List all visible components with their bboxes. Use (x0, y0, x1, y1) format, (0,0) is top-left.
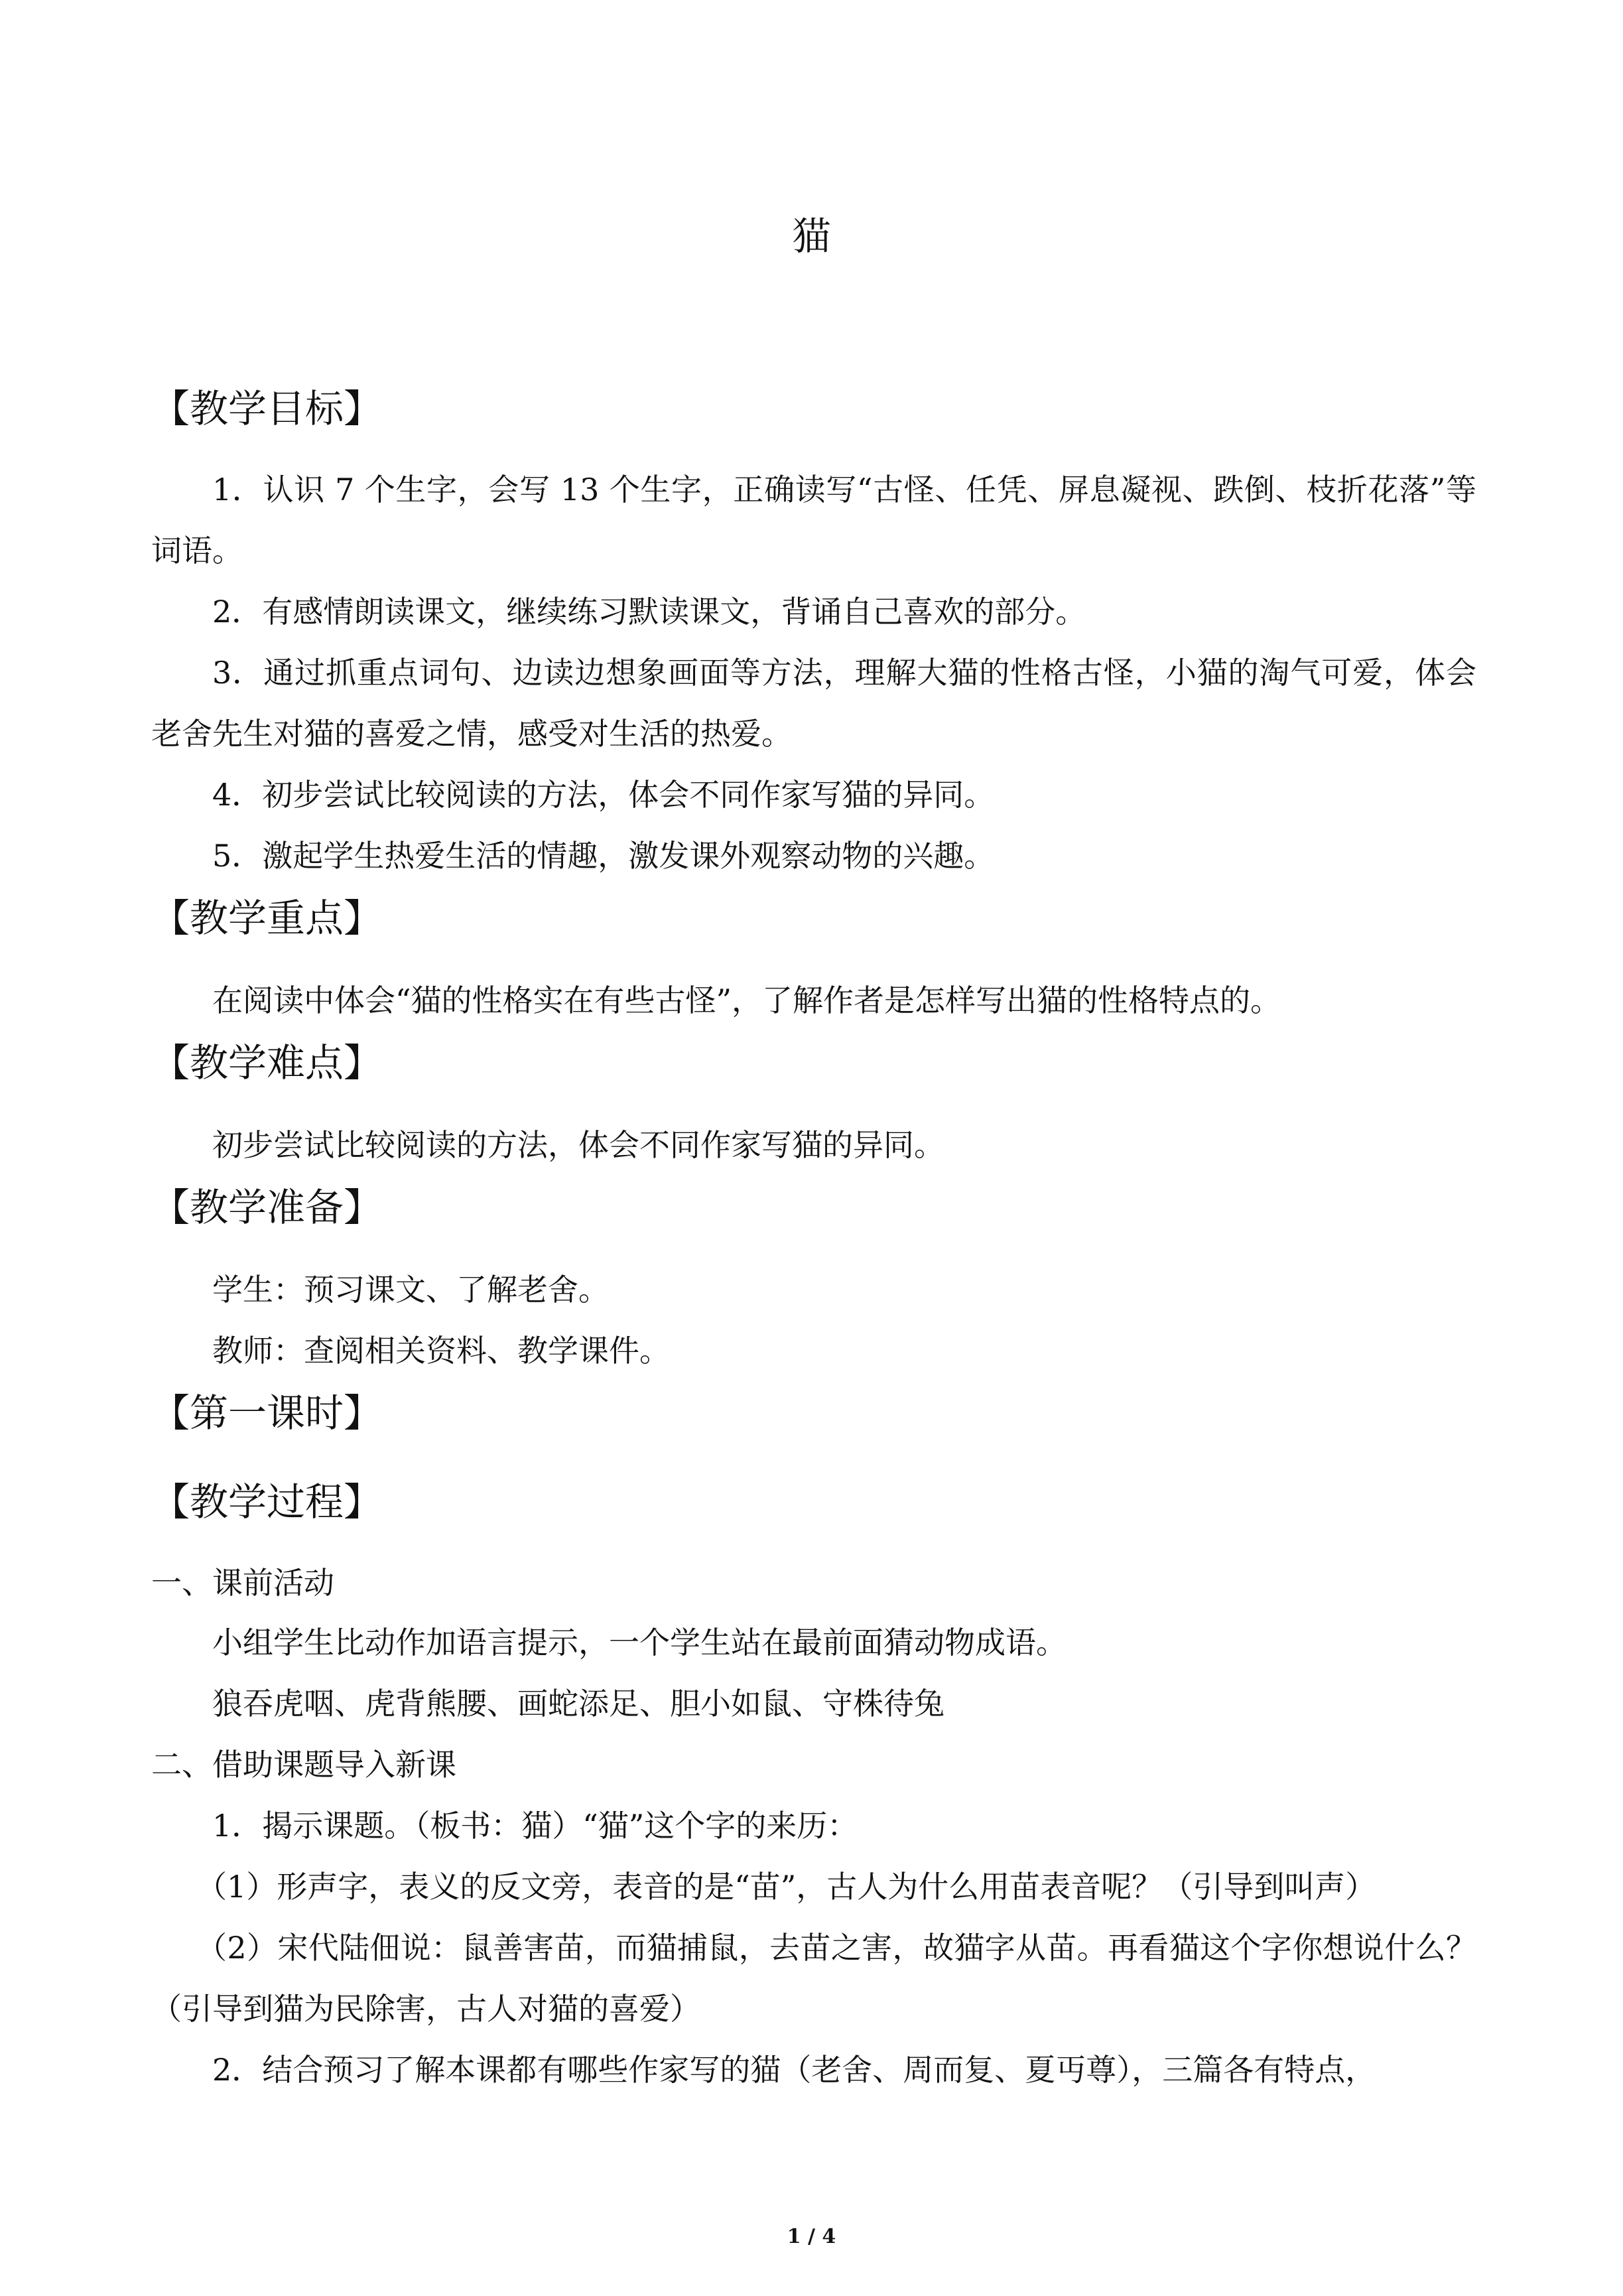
process-part1-line1: 小组学生比动作加语言提示，一个学生站在最前面猜动物成语。 (212, 1625, 1067, 1660)
lesson1-heading: 【第一课时】 (151, 1390, 383, 1436)
preparation-teacher: 教师：查阅相关资料、教学课件。 (212, 1333, 670, 1369)
objective-item-2: 2．有感情朗读课文，继续练习默读课文，背诵自己喜欢的部分。 (212, 594, 1086, 630)
process-part2-step1: 1．揭示课题。（板书：猫）“猫”这个字的来历： (212, 1808, 858, 1844)
page-number: 1 / 4 (787, 2225, 836, 2248)
objective-item-3: 3．通过抓重点词句、边读边想象画面等方法，理解大猫的性格古怪，小猫的淘气可爱，体会老舍先生对猫的喜爱之情，感受对生活的热爱。 (151, 655, 1476, 752)
key-points-heading: 【教学重点】 (151, 896, 383, 941)
process-part2-step2: 2．结合预习了解本课都有哪些作家写的猫（老舍、周而复、夏丏尊），三篇各有特点， (212, 2052, 1376, 2088)
difficulties-text: 初步尝试比较阅读的方法，体会不同作家写猫的异同。 (212, 1127, 944, 1163)
difficulties-heading: 【教学难点】 (151, 1040, 383, 1085)
process-part2-sub1: （1）形声字，表义的反文旁，表音的是“苗”，古人为什么用苗表音呢？（引导到叫声） (196, 1869, 1376, 1905)
document-title: 猫 (792, 214, 831, 259)
objective-item-5: 5．激起学生热爱生活的情趣，激发课外观察动物的兴趣。 (212, 838, 995, 874)
process-part2-sub2: （2）宋代陆佃说：鼠善害苗，而猫捕鼠，去苗之害，故猫字从苗。再看猫这个字你想说什么？（引导到猫为民除害，古人对猫的喜爱） (151, 1930, 1476, 2027)
key-points-text: 在阅读中体会“猫的性格实在有些古怪”，了解作者是怎样写出猫的性格特点的。 (212, 982, 1281, 1018)
process-part1-title: 一、课前活动 (151, 1565, 334, 1601)
process-part1-line2: 狼吞虎咽、虎背熊腰、画蛇添足、胆小如鼠、守株待兔 (212, 1686, 944, 1722)
process-heading: 【教学过程】 (151, 1479, 383, 1524)
preparation-heading: 【教学准备】 (151, 1185, 383, 1230)
objective-item-4: 4．初步尝试比较阅读的方法，体会不同作家写猫的异同。 (212, 777, 995, 813)
process-part2-title: 二、借助课题导入新课 (151, 1747, 456, 1783)
objective-item-1: 1．认识 7 个生字，会写 13 个生字，正确读写“古怪、任凭、屏息凝视、跌倒、枝折花落”等词语。 (151, 472, 1476, 569)
preparation-student: 学生：预习课文、了解老舍。 (212, 1272, 609, 1308)
objectives-heading: 【教学目标】 (151, 386, 383, 431)
